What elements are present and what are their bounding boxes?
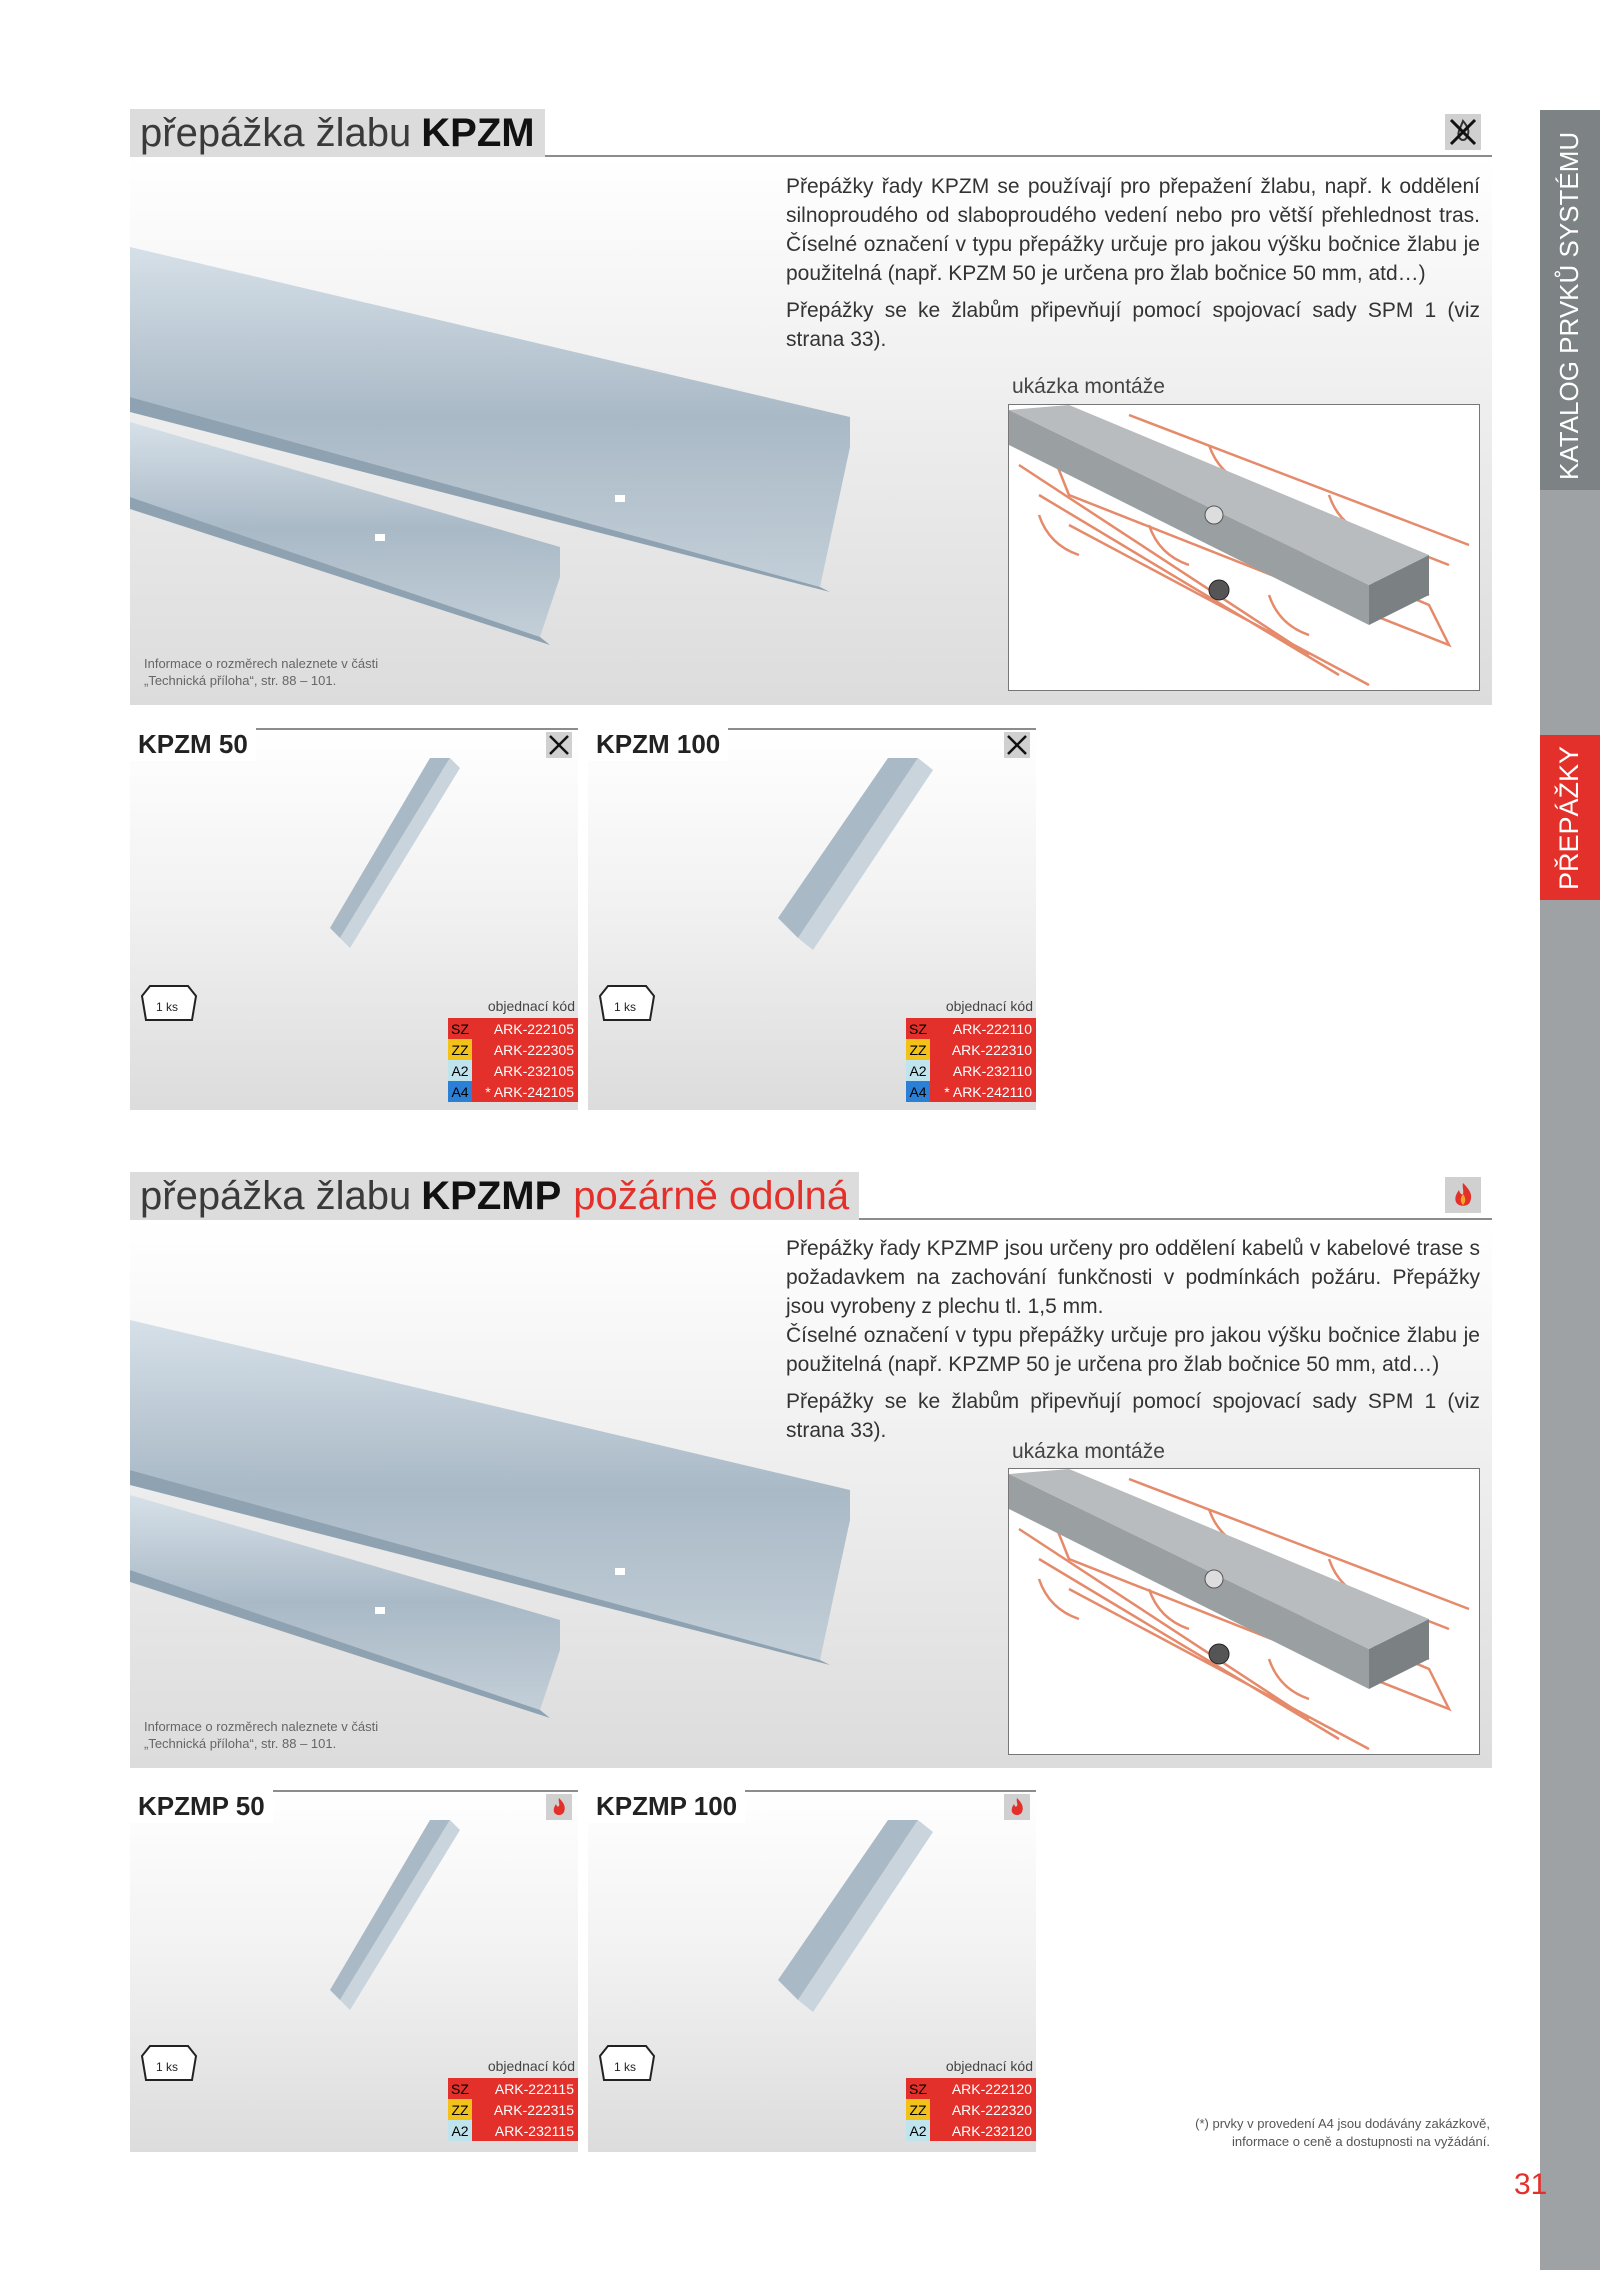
order-code-row — [448, 1081, 578, 1102]
order-code: ARK-232120 — [930, 2120, 1036, 2141]
package-qty: 1 ks — [156, 2060, 179, 2074]
order-code-row — [906, 2120, 1036, 2141]
order-code-row — [906, 2078, 1036, 2099]
order-code-row — [448, 1060, 578, 1081]
section2-montage-label: ukázka montáže — [1012, 1440, 1165, 1463]
no-fire-icon — [546, 732, 572, 758]
sidebar-catalog-tab[interactable] — [1540, 110, 1600, 490]
finish-tag: ZZ — [448, 1039, 472, 1060]
finish-tag: A2 — [906, 1060, 930, 1081]
section2-title-bold: KPZMP — [421, 1173, 562, 1218]
order-code-label: objednací kód — [487, 2058, 575, 2074]
order-code: * ARK-242110 — [930, 1081, 1036, 1102]
product-image — [778, 758, 938, 958]
package-icon — [594, 2042, 658, 2085]
order-code-label: objednací kód — [945, 998, 1033, 1014]
order-code: ARK-232105 — [472, 1060, 578, 1081]
section1-info — [144, 655, 378, 689]
no-fire-icon — [1445, 114, 1481, 150]
order-code: ARK-222115 — [472, 2078, 578, 2099]
section1-montage-label: ukázka montáže — [1012, 375, 1165, 398]
product-card-kpzmp-100[interactable] — [588, 1790, 1036, 2152]
order-code-row — [448, 2099, 578, 2120]
package-icon — [594, 982, 658, 1025]
order-code: ARK-222110 — [930, 1018, 1036, 1039]
finish-tag: SZ — [448, 1018, 472, 1039]
finish-tag: SZ — [448, 2078, 472, 2099]
finish-tag: SZ — [906, 2078, 930, 2099]
order-code: ARK-222320 — [930, 2099, 1036, 2120]
fire-icon — [1004, 1794, 1030, 1820]
no-fire-icon — [1004, 732, 1030, 758]
product-card-kpzmp-50[interactable] — [130, 1790, 578, 2152]
package-icon — [136, 2042, 200, 2085]
product-card-kpzm-100[interactable] — [588, 728, 1036, 1110]
order-code-row — [906, 1018, 1036, 1039]
product-image — [330, 1820, 470, 2020]
section1-title — [130, 109, 545, 157]
section1-info-line1: Informace o rozměrech naleznete v části — [144, 656, 379, 671]
finish-tag: ZZ — [906, 1039, 930, 1060]
order-code-row — [906, 1081, 1036, 1102]
product-name: KPZM 50 — [130, 728, 256, 761]
order-code-label: objednací kód — [945, 2058, 1033, 2074]
order-code-row — [448, 2120, 578, 2141]
section1-title-light: přepážka žlabu — [140, 110, 412, 155]
order-code-row — [448, 2078, 578, 2099]
order-code: * ARK-242105 — [472, 1081, 578, 1102]
fire-icon — [546, 1794, 572, 1820]
finish-tag: ZZ — [906, 2099, 930, 2120]
order-code-row — [448, 1018, 578, 1039]
section2-desc-p1: Přepážky řady KPZMP jsou určeny pro oddělení kabelů v kabelové trase s požadavkem na zachování funkčnosti v podmínkách požáru. Přepážky jsou vyrobeny z plechu tl. 1,5 mm. — [786, 1237, 1480, 1318]
finish-tag: SZ — [906, 1018, 930, 1039]
footnote-line1: (*) prvky v provedení A4 jsou dodávány zakázkově, — [1195, 2116, 1490, 2131]
order-code: ARK-222105 — [472, 1018, 578, 1039]
section1-desc-p2: Přepážky se ke žlabům připevňují pomocí spojovací sady SPM 1 (viz strana 33). — [786, 299, 1480, 351]
section2-title-light: přepážka žlabu — [140, 1173, 412, 1218]
order-code-label: objednací kód — [487, 998, 575, 1014]
section2-montage-image — [1008, 1468, 1480, 1755]
section2-info-line2: „Technická příloha“, str. 88 – 101. — [144, 1736, 337, 1751]
footnote-line2: informace o ceně a dostupnosti na vyžádání. — [1232, 2134, 1490, 2149]
finish-tag: A2 — [448, 1060, 472, 1081]
product-name: KPZMP 100 — [588, 1790, 745, 1823]
order-code: ARK-222120 — [930, 2078, 1036, 2099]
sidebar-catalog-label: KATALOG PRVKŮ SYSTÉMU — [1554, 131, 1584, 480]
finish-tag: A4 — [448, 1081, 472, 1102]
product-card-kpzm-50[interactable] — [130, 728, 578, 1110]
product-name: KPZMP 50 — [130, 1790, 273, 1823]
finish-tag: A2 — [906, 2120, 930, 2141]
order-code-row — [448, 1039, 578, 1060]
product-image — [330, 758, 470, 958]
section2-description — [786, 1234, 1480, 1453]
section2-desc-p3: Přepážky se ke žlabům připevňují pomocí spojovací sady SPM 1 (viz strana 33). — [786, 1390, 1480, 1442]
order-code: ARK-222310 — [930, 1039, 1036, 1060]
sidebar-section-label: PŘEPÁŽKY — [1554, 745, 1584, 890]
section2-title — [130, 1172, 859, 1220]
order-code-row — [906, 1039, 1036, 1060]
finish-tag: A2 — [448, 2120, 472, 2141]
package-qty: 1 ks — [614, 2060, 637, 2074]
order-code: ARK-222305 — [472, 1039, 578, 1060]
section1-montage-image — [1008, 404, 1480, 691]
page-number: 31 — [1514, 2168, 1548, 2201]
footnote — [1195, 2115, 1490, 2151]
kpzmp-product-image — [130, 1320, 870, 1760]
section1-desc-p1: Přepážky řady KPZM se používají pro přepažení žlabu, např. k oddělení silnoproudého od slaboproudého vedení nebo pro větší přehlednost tras. Číselné označení v typu přepážky určuje pro jakou výšku bočnice žlabu je použitelná (např. KPZM 50 je určena pro žlab bočnice 50 mm, atd…) — [786, 175, 1480, 285]
section2-info-line1: Informace o rozměrech naleznete v části — [144, 1719, 379, 1734]
section2-info — [144, 1718, 378, 1752]
kpzm-product-image — [130, 247, 870, 687]
order-code-row — [906, 1060, 1036, 1081]
package-icon — [136, 982, 200, 1025]
fire-icon — [1445, 1177, 1481, 1213]
package-qty: 1 ks — [614, 1000, 637, 1014]
section2-title-fire: požárně odolná — [573, 1173, 850, 1218]
section1-info-line2: „Technická příloha“, str. 88 – 101. — [144, 673, 337, 688]
order-code: ARK-232110 — [930, 1060, 1036, 1081]
section1-title-bold: KPZM — [421, 110, 535, 155]
package-qty: 1 ks — [156, 1000, 179, 1014]
section1-description — [786, 172, 1480, 362]
order-code-row — [906, 2099, 1036, 2120]
section2-desc-p2: Číselné označení v typu přepážky určuje pro jakou výšku bočnice žlabu je použitelná (např. KPZMP 50 je určena pro žlab bočnice 50 mm, atd…) — [786, 1324, 1480, 1376]
product-image — [778, 1820, 938, 2020]
order-code: ARK-232115 — [472, 2120, 578, 2141]
product-name: KPZM 100 — [588, 728, 728, 761]
order-code: ARK-222315 — [472, 2099, 578, 2120]
sidebar-section-tab[interactable] — [1540, 735, 1600, 900]
finish-tag: A4 — [906, 1081, 930, 1102]
finish-tag: ZZ — [448, 2099, 472, 2120]
